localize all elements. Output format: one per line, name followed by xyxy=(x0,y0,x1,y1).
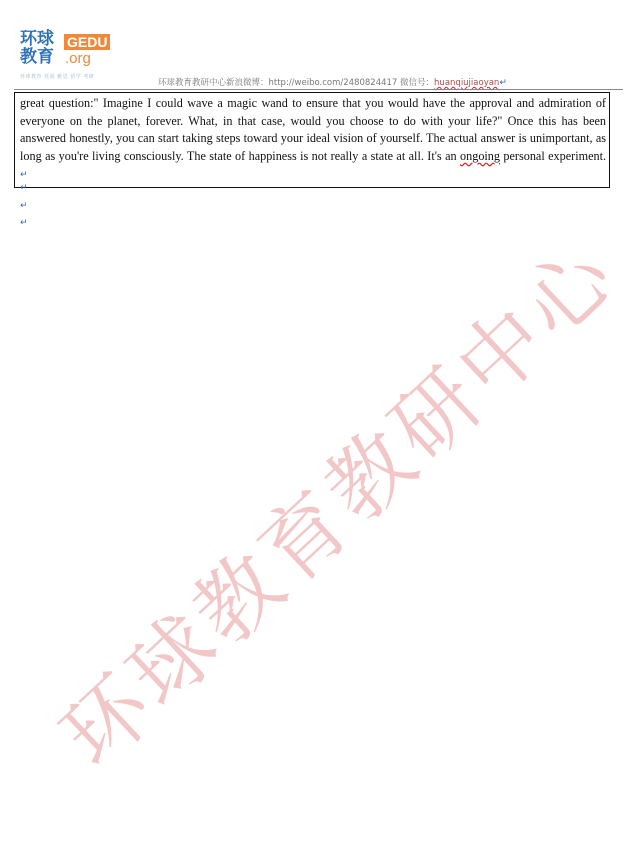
paragraph-text-start: great question:" Imagine I could wave a magic wand to ensure that you would have the approval and admiration of everyone on the planet, forever. What, in that case, would you choose to do with your life?" Once this has been answered honestly, you can start taking steps toward your ideal vision of yourself. The actual answer is unimportant, as long as you're living consciously. The state of happiness is not really a state at all. It's an xyxy=(20,96,606,163)
paragraph-text-end: personal experiment. xyxy=(500,148,607,163)
watermark: 环球教育教研中心 xyxy=(42,223,637,787)
empty-paragraph-mark-icon: ↵ xyxy=(20,218,28,228)
logo-tagline: 环球教育 托福 雅思 留学 考研 xyxy=(20,74,95,80)
logo xyxy=(20,30,112,84)
paragraph-mark-icon: ↵ xyxy=(499,78,507,88)
header-divider xyxy=(14,89,623,90)
header-weibo-text: 环球教育教研中心新浪微博：http://weibo.com/2480824417 微信号： xyxy=(158,78,435,88)
empty-paragraph-mark-icon: ↵ xyxy=(20,183,28,193)
boxed-paragraph xyxy=(14,92,610,188)
header-wechat-id: huanqiujiaoyan xyxy=(434,78,500,88)
page-header xyxy=(158,76,507,88)
paragraph-mark-icon: ↵ xyxy=(20,170,28,181)
logo-org-text: .org xyxy=(65,50,91,67)
empty-paragraph-mark-icon: ↵ xyxy=(20,201,28,211)
logo-gedu-badge: GEDU xyxy=(64,34,110,50)
spellcheck-word: ongoing xyxy=(460,148,500,163)
logo-chinese-text: 环球教育 xyxy=(20,29,54,67)
